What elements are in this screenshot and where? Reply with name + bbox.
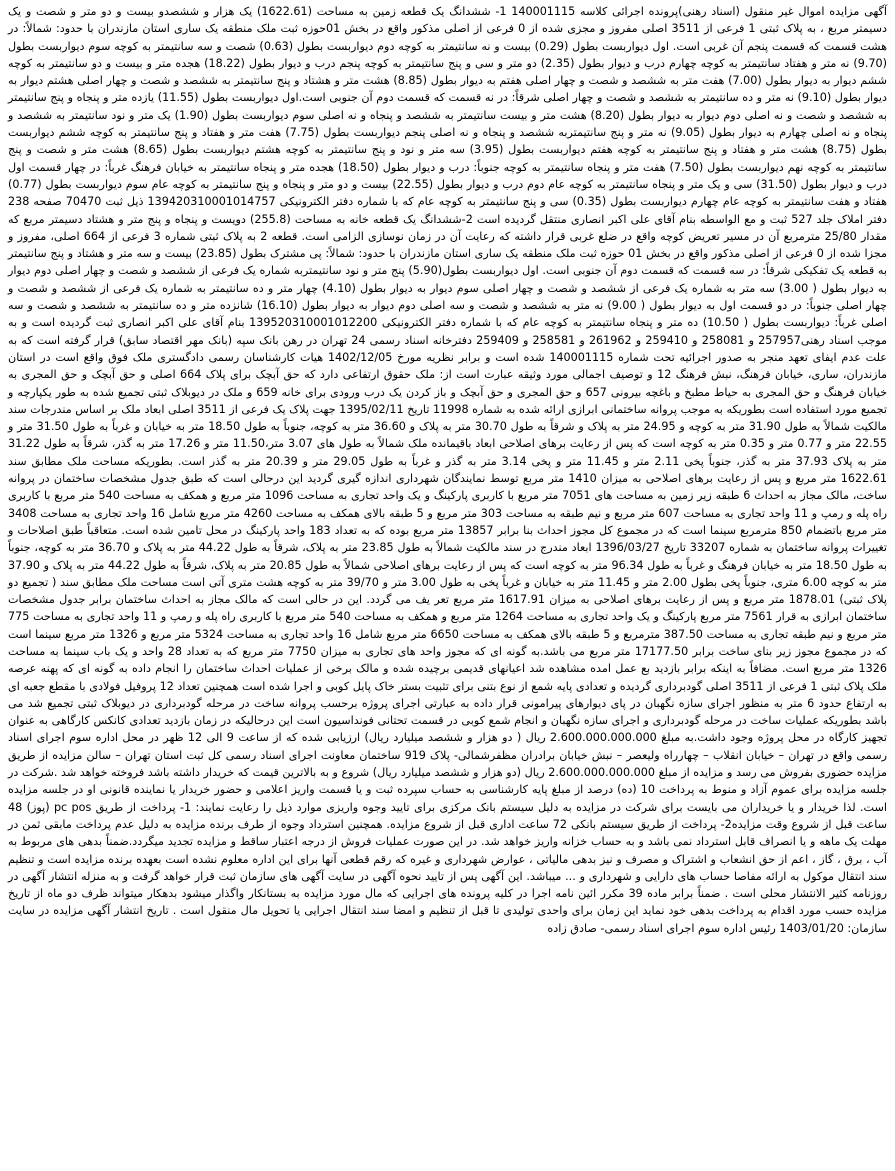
notice-body: آگهی مزایده اموال غیر منقول (اسناد رهنی)پرونده اجرائی کلاسه 140001115 1- ششدانگ یک قطعه زمین به مساحت (1622.61) یک هزار و ششصدو بیست و دو متر و شصت و یک دسیمتر مربع ، به پلاک ثبتی 1 فرعی از 3511 اصلی مفروز و مجزی شده از 0 فرعی از اصلی مذکور واقع در بخش 01حوزه ثبت ملک منطقه یک ساری استان مازندران با حدود: شمالاً: در هشت قسمت که قسمت پنجم آن غربی است. اول دیواربست بطول (0.29) بیست و نه سانتیمتر به کوچه دوم دیواربست بطول (0.63) شصت و سه سانتیمتر به کوچه سوم دیواربست بطول (9.70) نه متر و هفتاد سانتیمتر به کوچه چهارم درب و دیوار بطول (2.35) دو متر و سی و پنج سانتیمتر به کوچه پنجم درب و دیوار بطول (18.22) هجده متر و بیست و دو سانتیمتر به کوچه ششم دیوار به دیوار بطول (7.00) هفت متر به ششصد و شصت و چهار اصلی هفتم به دیوار بطول (8.85) هشت متر و هشتاد و پنج سانتیمتر به ششصد و شصت و چهار اصلی هشتم دیوار به دیوار بطول (9.10) نه متر و ده سانتیمتر به ششصد و شصت و چهار اصلی شرقاً: در نه قسمت که قسمت دوم آن جنوبی است.اول دیواربست بطول (11.55) یازده متر و پنجاه و پنج سانتیمتر به ششصد و شصت و نه اصلی دوم دیوار به دیوار بطول (8.20) هشت متر و بیست سانتیمتر به ششصد و پنجاه و نه اصلی سوم دیواربست بطول (1.90) یک متر و نود سانتیمتر به ششصد و پنجاه و نه اصلی چهارم به دیوار بطول (9.05) نه متر و پنج سانتیمتربه ششصد و پنجاه و نه اصلی پنجم دیواربست بطول (7.75) هفت متر و هفتاد و پنج سانتیمتر به کوچه ششم دیواربست بطول (8.75) هشت متر و هفتاد و پنج سانتیمتر به کوچه هفتم دیواربست بطول (3.95) سه متر و نود و پنج سانتیمتر به کوچه هشتم دیواربست بطول (8.65) هشت متر و شصت و پنج سانتیمتر به کوچه نهم دیواربست بطول (7.50) هفت متر و پنجاه سانتیمتر به کوچه جنوباً: درب و دیوار بطول (18.50) هجده متر و پنجاه سانتیمتر به خیابان فرهنگ غرباً: در چهار قسمت اول درب و دیوار بطول (31.50) سی و یک متر و پنجاه سانتیمتر به کوچه عام دوم درب و دیوار بطول (22.55) بیست و دو متر و پنجاه و پنج سانتیمتر به کوچه عام سوم دیواربست بطول (0.77) هفتاد و هفت سانتیمتر به کوچه عام چهارم دیواربست بطول (0.35) سی و پنج سانتیمتر به کوچه عام که با شماره دفتر الکترونیکی 139420310001014757 ذیل ثبت 70470 صفحه 238 دفتر املاک جلد 527 ثبت و مع الواسطه بنام آقای علی اکبر انصاری منتقل گردیده است 2-ششدانگ یک قطعه خانه به مساحت (255.8) دویست و پنجاه و پنج متر و هشتاد دسیمتر مربع که مقدار 25/80 مترمربع آن در مسیر تعریض کوچه واقع در ضلع غربی قرار داشته که رعایت آن در زمان نوسازی الزامی است. قطعه 2 به پلاک ثبتی شماره 3 فرعی از 664 اصلی، مفروز و مجزا شده از 0 فرعی از اصلی مذکور واقع در بخش 01 حوزه ثبت ملک منطقه یک ساری استان مازندران با حدود: شمالاً: پی مشترک بطول (23.85) بیست و سه متر و هشتاد و پنج سانتیمتر به قطعه یک تفکیکی شرقاً: در سه قسمت که قسمت دوم آن جنوبی است. اول دیواربست بطول(5.90) پنج متر و نود سانتیمتربه شماره یک فرعی از ششصد و شصت و چهار اصلی دوم دیوار به دیوار بطول ( 3.00) سه متر به شماره یک فرعی از ششصد و شصت و چهار اصلی سوم دیوار به دیوار بطول (4.10) چهار متر و ده سانتیمتر به شماره یک فرعی از ششصد و شصت و چهار اصلی جنوباً: در دو قسمت اول به دیوار بطول ( 9.00) نه متر به ششصد و شصت و سه اصلی دوم دیوار به دیوار بطول (16.10) شانزده متر و ده سانتیمتر به ششصد و شصت و سه اصلی غرباً: دیواربست بطول ( 10.50) ده متر و پنجاه سانتیمتر به کوچه عام که با شماره دفتر الکترونیکی 139520310001012200 بنام آقای علی اکبر انصاری ثبت گردیده است و به موجب اسناد رهنی257957 و 258081 و 259410 و 261962 و 258581 و 259409 دفترخانه اسناد رسمی 24 تهران در رهن بانک سپه (بانک مهر اقتصاد سابق) قرار گرفته است که به علت عدم ایفای تعهد منجر به صدور اجرائیه تحت شماره 140001115 شده است و برابر نظریه مورخ 1402/12/05 هیات کارشناسان رسمی دادگستری ملک فوق واقع است در استان مازندران، ساری، خیابان فرهنگ، نبش فرهنگ 12 و توصیف اجمالی مورد وثیقه عبارت است از: ملک حقوق ارتفاعی دارد که حق آبچک برای پلاک 664 اصلی و حق آبچک و حق المجری به خیابان فرهنگ و حق المجری به حیاط مطبخ و باغچه بیرونی 657 و حق المجری و حق آبچک و باز کردن یک درب ورودی برای خانه 659 و ملک در دیوبلاک ثبتی تجمیع شده به طور یکپارچه و تجمیع مورد استفاده است بطوریکه به موجب پروانه ساختمانی ابرازی ارائه شده به شماره 11998 تاریخ 1395/02/11 جهت پلاک یک فرعی از 3511 اصلی ابعاد ملک بر اساس مندرجات سند مالکیت شمالاً به طول 31.90 متر به کوچه و 24.95 متر به پلاک و شرقاً به طول 30.70 متر به پلاک و 36.60 متر به کوچه، جنوباً به طول 18.50 متر به خیابان و غرباً به طول 31.50 متر و 22.55 متر و 0.77 متر و 0.35 متر به کوچه است که پس از رعایت برهای اصلاحی ابعاد باقیمانده ملک شمالاً به طول های 3.07 متر،11.50 متر و 17.26 متر به گذر، شرقاً به طول 31.22 متر به پلاک 37.93 متر به گذر، جنوباً پخی 2.11 متر و 11.45 متر و پخی 3.14 متر به گذر و غرباً به طول 29.05 متر و 20.39 متر به گذر است. بطوریکه مساحت ملک مطابق سند 1622.61 متر مربع و پس از رعایت برهای اصلاحی به میزان 1410 متر مربع توسط نمایندگان شهرداری اندازه گیری گردید این درحالی است که طبق جدول مشخصات ساختمان در پروانه ساخت، مالک مجاز به احداث 6 طبقه زیر زمین به مساحت های 7051 متر مربع با کاربری پارکینگ و یک واحد تجاری به مساحت 1096 متر مربع و همکف به مساحت 540 متر مربع با کاربری راه پله و رمپ و 11 واحد تجاری به مساحت 607 متر مربع و نیم طبقه به مساحت 303 متر مربع و 5 طبقه بالای همکف به مساحت 4260 متر مربع شامل 16 واحد تجاری به مساحت 3408 متر مربع باتضمام 850 مترمربع سینما است که در مجموع کل مجوز احداث بنا برابر 13857 متر مربع بوده که به تعداد 183 واحد پارکینگ در محل تامین شده است. متعاقباً طبق اصلاحات و تغییرات پروانه ساختمان به شماره 33207 تاریخ 1396/03/27 ابعاد مندرج در سند مالکیت شمالاً به طول 23.85 متر به پلاک، شرقاً به طول 44.22 متر به پلاک و 36.70 متر به کوچه، جنوباً به طول 18.50 متر به خیابان فرهنگ و غرباً به طول 96.34 متر به کوچه است که پس از رعایت برهای اصلاحی شمالاً به طول 20.85 متر به پلاک، شرقاً به طول 44.22 متر به پلاک و 37.90 متر به کوچه 6.00 متری، جنوباً پخی بطول 2.00 متر و 11.45 متر به خیابان و غرباً پخی به طول 3.00 متر و 39/70 متر به کوچه هشت متری آتی است مساحت ملک مطابق سند ( تجمیع دو پلاک ثبتی) 1878.01 متر مربع و پس از رعایت برهای اصلاحی به میزان 1617.91 متر مربع تعر یف می گردد. این در حالی است که مالک مجاز به احداث ساختمان برابر جدول مشخصات ساختمان ابرازی به قرار 7561 متر مربع پارکینگ و یک واحد تجاری به مساحت 1264 متر مربع و همکف به مساحت 540 متر مربع با کاربری راه پله و رمپ و 11 واحد تجاری به مساحت 775 متر مربع و نیم طبقه تجاری به مساحت 387.50 مترمربع و 5 طبقه بالای همکف به مساحت 6650 متر مربع شامل 16 واحد تجاری به مساحت 5324 متر مربع و 1326 متر مربع سینما است که در مجموع مجوز زیر بنای ساخت برابر 17177.50 متر مربع می باشد.به گونه ای که مجوز واحد های تجاری به میزان 7750 متر مربع که به تعداد 28 واحد و یک باب سینما به مساحت 1326 متر مربع است. مضافاً به اینکه برابر بازدید بع عمل امده مشاهده شد اعیانهای قدیمی برچیده شده و مالک برخی از عملیات احداث ساختمان را انجام داده به گونه ای که پهنه عرصه ملک پلاک ثبتی 1 فرعی از 3511 اصلی گودبرداری گردیده و تعدادی پایه شمع از نوع بتنی برای تثبیت بستر خاک پایل کوبی و اجرا شده است همچنین تعداد 12 پروفیل فولادی با مقطع جعبه ای به ارتفاع حدود 6 متر به منظور اجرای سازه نگهبان در پای دیوارهای پیرامونی قرار داده به عبارتی اجرای پروژه برحسب پروانه ساخت در مرحله گودبرداری در دیوبلاک ثبتی تجمیع شد می باشد بطوریکه عملیات ساخت در مرحله گودبرداری و اجرای سازه نگهبان و انجام شمع کوبی در قسمت تحتانی فونداسیون است این درحالیکه در زمان بازدید تعدادی کانکس کارگاهی به عنوان تجهیز کارگاه در محل پروژه وجود داشت.به مبلغ 2.600.000.000.000 ریال ( دو هزار و ششصد میلیارد ریال) ارزیابی شده که از ساعت 9 الی 12 ظهر در محل اداره سوم اجرای اسناد رسمی واقع در تهران – خیابان انقلاب – چهارراه ولیعصر – نبش خیابان برادران مظفرشمالی- پلاک 919 ساختمان معاونت اجرای اسناد رسمی کل ثبت استان تهران – سالن مزایده از طریق مزایده حضوری بفروش می رسد و مزایده از مبلغ 2.600.000.000.000 ریال (دو هزار و ششصد میلیارد ریال) شروع و به بالاترین قیمت که خریدار داشته باشد فروخته خواهد شد .شرکت در جلسه مزایده برای عموم آزاد و منوط به پرداخت 10 (ده) درصد از مبلغ پایه کارشناسی به حساب سپرده ثبت و یا قسمت واریز اعلامی و حضور خریدار یا نماینده قانونی او در جلسه مزایده است. لذا خریدار و یا خریداران می بایست برای شرکت در مزایده به دلیل سیستم بانک مرکزی برای تایید وجوه واریزی موارد ذیل را رعایت نمایند: 1- پرداخت از طریق pc pos (پوز) 48 ساعت قبل از شروع وقت مزایده2- پرداخت از طریق سیستم بانکی 72 ساعت اداری قبل از شروع مزایده. همچنین استرداد وجوه از طرف برنده مزایده به دلیل عدم پرداخت مابقی ثمن در مهلت یک ماهه و یا انصراف قابل استرداد نمی باشد و به حساب خزانه واریز خواهد شد. در این صورت عملیات فروش از درجه اعتبار ساقط و مزایده تجدید میگردد.ضمناً بدهی های مربوط به آب ، برق ، گاز ، اعم از حق انشعاب و اشتراک و مصرف و نیز بدهی مالیاتی ، عوارض شهرداری و غیره که رقم قطعی آنها برای این اداره معلوم نشده است بعهده برنده مزایده است و تنظیم سند انتقال موکول به ارائه مفاصا حساب های دارایی و شهرداری و ... میباشد. این آگهی پس از تایید نحوه آگهی در سایت آگهی های سازمان ثبت قرار خواهد گرفت و به منزله انتشار آگهی در روزنامه کثیر الانتشار محلی است . ضمناً برابر ماده 39 مکرر ائین نامه اجرا در کلیه پرونده های اجرایی که مال مورد مزایده به بستانکار واگذار میشود بدهکار میتواند ظرف دو ماه از تاریخ مزایده حسب مورد اقدام به پرداخت بدهی خود نماید این زمان برای واحدی تولیدی تا قبل از تنظیم و امضا سند انتقال اجرایی یا تحویل مال منقول است . تاریخ انتشار آگهی مزایده در سایت سازمان: 1403/01/20 رئیس اداره سوم اجرای اسناد رسمی- صادق زاده xyxy=(8,5,888,935)
